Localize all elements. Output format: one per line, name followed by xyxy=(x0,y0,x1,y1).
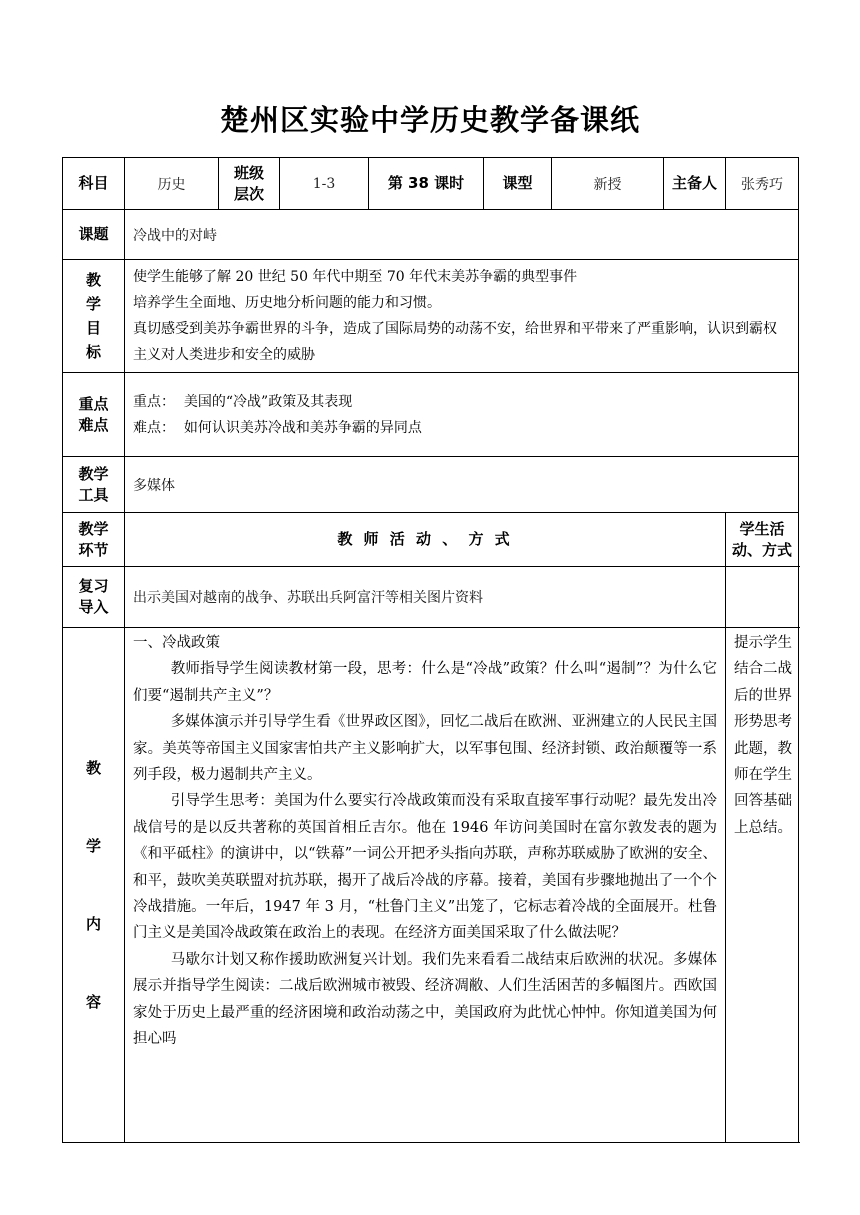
topic-row xyxy=(63,210,799,260)
content-label-char: 内 xyxy=(85,915,101,933)
content-label-char: 学 xyxy=(85,837,101,855)
objectives-label-char: 标 xyxy=(85,343,101,361)
review-label-line: 复习 xyxy=(78,577,109,595)
preparer-value: 张秀巧 xyxy=(726,158,799,210)
objectives-label-char: 学 xyxy=(85,295,101,313)
review-row xyxy=(63,567,799,628)
lesson-type-label: 课型 xyxy=(484,158,552,210)
objective-line: 培养学生全面地、历史地分析问题的能力和习惯。 xyxy=(133,295,441,311)
stage-header-row xyxy=(63,513,799,567)
student-activity-content: 提示学生结合二战后的世界形势思考此题，教师在学生回答基础上总结。 xyxy=(726,628,799,1143)
subject-label: 科目 xyxy=(63,158,125,210)
topic-value: 冷战中的对峙 xyxy=(125,210,799,260)
key-points-label-line: 重点 xyxy=(78,394,109,413)
preparer-label: 主备人 xyxy=(664,158,726,210)
content-label xyxy=(63,628,125,1143)
key-point-line: 重点： 美国的“冷战”政策及其表现 xyxy=(133,393,353,410)
lesson-plan-table xyxy=(62,157,799,1143)
difficult-point-line: 难点： 如何认识美苏冷战和美苏争霸的异同点 xyxy=(133,419,422,436)
content-label-char: 教 xyxy=(85,759,101,777)
content-paragraph: 教师指导学生阅读教材第一段，思考：什么是“冷战”政策？什么叫“遏制”？为什么它们要“遏制共产主义”？ xyxy=(133,661,717,704)
objectives-label xyxy=(63,260,125,373)
class-value: 1-3 xyxy=(280,158,369,210)
objective-line: 真切感受到美苏争霸世界的斗争，造成了国际局势的动荡不安，给世界和平带来了严重影响，认识到霸权主义对人类进步和安全的威胁 xyxy=(133,321,777,363)
page-title: 楚州区实验中学历史教学备课纸 xyxy=(219,103,640,137)
objectives-text xyxy=(125,260,799,373)
content-row xyxy=(63,628,799,1143)
lesson-type-value: 新授 xyxy=(552,158,664,210)
content-paragraph: 多媒体演示并引导学生看《世界政区图》，回忆二战后在欧洲、亚洲建立的人民民主国家。美英等帝国主义国家害怕共产主义影响扩大，以军事包围、经济封锁、政治颠覆等一系列手段，极力遏制共产主义。 xyxy=(133,714,717,784)
stage-label-line: 教学 xyxy=(78,519,109,538)
class-level-label xyxy=(219,158,280,210)
objective-line: 使学生能够了解 20 世纪 50 年代中期至 70 年代末美苏争霸的典型事件 xyxy=(133,269,578,285)
topic-label: 课题 xyxy=(63,210,125,260)
tools-label-line: 工具 xyxy=(78,485,109,504)
review-label-line: 导入 xyxy=(78,598,109,616)
review-student-cell xyxy=(726,567,799,628)
content-paragraph: 马歇尔计划又称作援助欧洲复兴计划。我们先来看看二战结束后欧洲的状况。多媒体展示并指导学生阅读：二战后欧洲城市被毁、经济凋敝、人们生活困苦的多幅图片。西欧国家处于历史上最严重的经济困境和政治动荡之中，美国政府为此忧心忡忡。你知道美国为何担心吗 xyxy=(133,951,717,1048)
objectives-label-char: 教 xyxy=(85,271,101,289)
student-activity-header: 学生活动、方式 xyxy=(726,513,799,567)
objectives-row xyxy=(63,260,799,373)
content-paragraph: 引导学生思考：美国为什么要实行冷战政策而没有采取直接军事行动呢？最先发出冷战信号的是以反共著称的英国首相丘吉尔。他在 1946 年访问美国时在富尔敦发表的题为《和平砥柱》的演讲中，以“铁幕”一词公开把矛头指向苏联，声称苏联威胁了欧洲的安全、和平，鼓吹美英联盟对抗苏联，揭开了战后冷战的序幕。接着，美国有步骤地抛出了一个个冷战措施。一年后，1947 年 3 月，“杜鲁门主义”出笼了，它标志着冷战的全面展开。杜鲁门主义是美国冷战政策在政治上的表现。在经济方面美国采取了什么做法呢？ xyxy=(133,793,717,942)
stage-label xyxy=(63,513,125,567)
review-label xyxy=(63,567,125,628)
tools-row xyxy=(63,457,799,513)
header-row xyxy=(63,158,799,210)
key-points-text xyxy=(125,373,799,457)
key-points-row xyxy=(63,373,799,457)
key-points-label xyxy=(63,373,125,457)
class-label-line-1: 班级 xyxy=(233,163,264,182)
objectives-label-char: 目 xyxy=(85,319,101,337)
teacher-activity-content xyxy=(125,628,726,1143)
class-label-line-2: 层次 xyxy=(233,184,264,203)
tools-value: 多媒体 xyxy=(125,457,799,513)
review-value: 出示美国对越南的战争、苏联出兵阿富汗等相关图片资料 xyxy=(125,567,726,628)
tools-label-line: 教学 xyxy=(78,464,109,483)
stage-label-line: 环节 xyxy=(78,540,109,559)
period-label: 第 38 课时 xyxy=(369,158,484,210)
key-points-label-line: 难点 xyxy=(78,415,109,434)
subject-value: 历史 xyxy=(125,158,219,210)
teacher-activity-header: 教 师 活 动 、 方 式 xyxy=(125,513,726,567)
content-heading: 一、冷战政策 xyxy=(133,635,220,651)
content-label-char: 容 xyxy=(85,993,101,1011)
tools-label xyxy=(63,457,125,513)
